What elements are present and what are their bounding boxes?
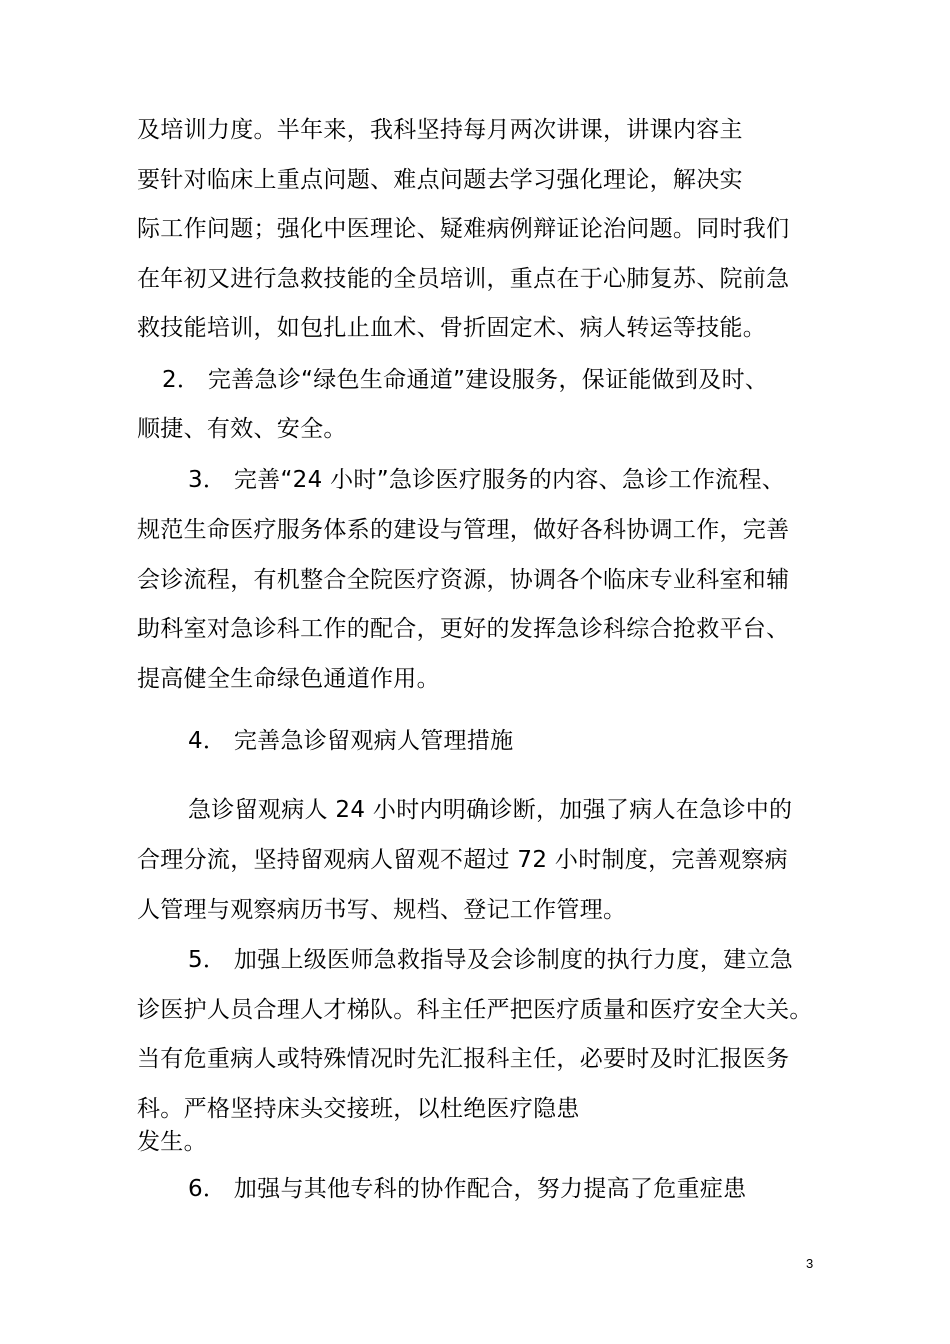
text-line: 发生。 bbox=[137, 1129, 207, 1155]
text-line: 3． 完善“24 小时”急诊医疗服务的内容、急诊工作流程、 bbox=[188, 467, 786, 493]
page-number: 3 bbox=[806, 1256, 814, 1271]
text-line: 科。严格坚持床头交接班，以杜绝医疗隐患 bbox=[137, 1096, 580, 1122]
text-line: 际工作问题；强化中医理论、疑难病例辩证论治问题。同时我们 bbox=[137, 216, 790, 242]
text-line: 救技能培训，如包扎止血术、骨折固定术、病人转运等技能。 bbox=[137, 315, 767, 341]
text-line: 顺捷、有效、安全。 bbox=[137, 416, 347, 442]
text-line: 人管理与观察病历书写、规档、登记工作管理。 bbox=[137, 897, 627, 923]
text-line: 2． 完善急诊“绿色生命通道”建设服务，保证能做到及时、 bbox=[162, 367, 769, 393]
text-line: 6． 加强与其他专科的协作配合，努力提高了危重症患 bbox=[188, 1176, 747, 1202]
text-line: 5． 加强上级医师急救指导及会诊制度的执行力度，建立急 bbox=[188, 947, 794, 973]
text-line: 要针对临床上重点问题、难点问题去学习强化理论，解决实 bbox=[137, 167, 743, 193]
text-line: 规范生命医疗服务体系的建设与管理，做好各科协调工作，完善 bbox=[137, 517, 790, 543]
text-line: 会诊流程，有机整合全院医疗资源，协调各个临床专业科室和辅 bbox=[137, 567, 790, 593]
text-line: 诊医护人员合理人才梯队。科主任严把医疗质量和医疗安全大关。 bbox=[137, 997, 813, 1023]
text-line: 当有危重病人或特殊情况时先汇报科主任，必要时及时汇报医务 bbox=[137, 1046, 790, 1072]
text-line: 急诊留观病人 24 小时内明确诊断，加强了病人在急诊中的 bbox=[188, 797, 793, 823]
text-line: 4． 完善急诊留观病人管理措施 bbox=[188, 728, 514, 754]
text-line: 合理分流，坚持留观病人留观不超过 72 小时制度，完善观察病 bbox=[137, 847, 788, 873]
text-line: 助科室对急诊科工作的配合，更好的发挥急诊科综合抢救平台、 bbox=[137, 616, 790, 642]
text-line: 提高健全生命绿色通道作用。 bbox=[137, 666, 440, 692]
text-line: 及培训力度。半年来，我科坚持每月两次讲课，讲课内容主 bbox=[137, 117, 743, 143]
text-line: 在年初又进行急救技能的全员培训，重点在于心肺复苏、院前急 bbox=[137, 266, 790, 292]
